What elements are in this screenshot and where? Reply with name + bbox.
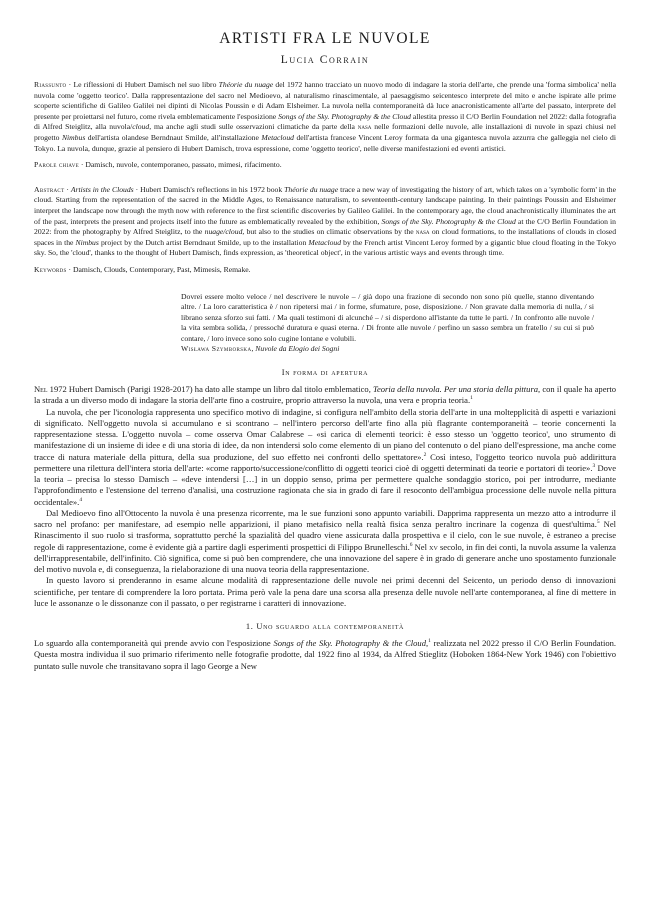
footnote-ref[interactable]: 1 (428, 638, 431, 645)
parole-chiave-label: Parole chiave (34, 160, 79, 170)
article-title: ARTISTI FRA LE NUVOLE (219, 30, 431, 47)
keywords-line: Keywords · Damisch, Clouds, Contemporary, Past, Mimesis, Remake. (34, 264, 251, 274)
body-paragraph: La nuvola, che per l'iconologia rappresenta uno specifico motivo di indagine, si configura nell'ambito della storia dell'arte in una moltepplicità di aspetti e variazioni di significato. Nell'oggetto nuvola si accumulano e si scontrano – nell'intero percorso dell'arte fino alla più flagrante contemporaneità – teorie concernenti la rappresentazione stessa. L'oggetto nuvola – come osserva Omar Calabrese – «si carica di elementi teorici: è esso stesso un 'oggetto teorico', uno strumento di manifestazione di un insieme di idee e di una storia di idee, da non intendersi solo come elemento di un piano del contenuto o del piano dell'espressione, ma anche come tracce di natura materiale della pittura, della sua produzione, del suo effetto nei confronti dello spettatore».$^2$ Così inteso, l'oggetto teorico nuvola può addirittura permettere una rilettura dell'intera storia dell'arte: «come rapporto/successione/conflitto di oggetti teorici cioè di oggetti determinati da teorie e portatori di teorie».$^3$ Dove la teoria – precisa lo stesso Damisch – «deve intendersi […] in un doppio senso, prima per permettere qualche sondaggio storico, poi per introdurre, mediante l'approfondimento e l'estensione del terreno d'analisi, una costruzione ragionata che sia in grado di fare il resoconto dell'ambigua processione delle nuvole nella pittura occidentale».$^4$ (34, 406, 617, 507)
epigraph-text: Dovrei essere molto veloce / nel descrivere le nuvole – / già dopo una frazione di secondo non sono più quelle, stanno diventando altre. / La loro caratteristica è / non ripetersi mai / in forme, sfumature, pose, disposizione. / Non gravate dalla memoria di nulla, / si librano senza sforzo sui fatti. / Ma quali testimoni di alcunché – / si disperdono all'istante da tutte le parti. / In confronto alle nuvole / la vita sembra solida, / pressoché duratura e quasi eterna. / Di fronte alle nuvole / perfino un sasso sembra un fratello / su cui si può contare, / loro invece sono solo cugine lontane e volubili. (181, 291, 594, 343)
body-paragraph: Lo sguardo alla contemporaneità qui prende avvio con l'esposizione Songs of the Sky. Photography & the Cloud,$^1$ realizzata nel 2022 presso il C/O Berlin Foundation. Questa mostra individua il suo primario riferimento nelle fotografie prodotte, dal 1922 fino al 1934, da Alfred Stieglitz (Hoboken 1864-New York 1946) con l'obiettivo puntato sulle nuvole che transitavano sopra il lago George a New (34, 638, 617, 671)
footnote-ref[interactable]: 5 (596, 519, 600, 526)
body-text-section-1 (34, 638, 616, 672)
footnote-ref[interactable]: 4 (79, 496, 83, 503)
section-heading-contemporaneita: 1. Uno sguardo alla contemporaneità (245, 622, 405, 632)
abstract-label: Abstract (34, 184, 65, 194)
footnote-ref[interactable]: 3 (592, 462, 596, 469)
riassunto-label: Riassunto (34, 80, 67, 89)
body-paragraph: Dal Medioevo fino all'Ottocento la nuvola è una presenza ricorrente, ma le sue funzioni sono appunto variabili. Dapprima rappresenta un mezzo atto a introdurre il sacro nel profano: per manifestare, ad esempio nelle apparizioni, il piano metafisico nella realtà fisica senza peraltro incrinare la cogenza di quest'ultima.$^5$ Nel Rinascimento il suo ruolo si trasforma, soprattutto perché la spazialità del quadro viene assicurata dalla prospettiva e il cielo, con le sue nuvole, è estraneo a precise regole di rappresentazione, come è evidente già a partire dagli esperimenti prospettici di Filippo Brunelleschi.$^6$ Nel xv secolo, in fin dei conti, la nuvola assume la valenza dell'irrappresentabile, dell'infinito. Ciò significa, come si può ben comprendere, che una innovazione del sapere è in grado di generare anche uno spostamento funzionale del motivo nuvola e, di conseguenza, la rielaborazione di una nuova teoria della rappresentazione. (34, 507, 616, 575)
riassunto-paragraph: Riassunto · Le riflessioni di Hubert Damisch nel suo libro Théorie du nuage del 1972 hanno tracciato un nuovo modo di indagare la storia dell'arte, che prende una 'forma simbolica' nella nuvola come 'oggetto teorico'. Dalla rappresentazione del sacro nel Medioevo, al naturalismo rinascimentale, al paesaggismo seicentesco interprete del mito e anche ispirate alle prime scoperte scientifiche di Galileo Galilei nei dipinti di Nicolas Poussin e di Adam Elsheimer. La nuvola nella contemporaneità dà luce anacronisticamente all'arte del passato, interprete del presente per proiettarsi nel futuro, come rivela emblematicamente l'esposizione Songs of the Sky. Photography & the Cloud allestita presso il C/O Berlin Foundation nel 2022: dalla fotografia di Alfred Steiglitz, alla nuvola/cloud, ma anche agli studi sulle osservazioni climatiche da parte della nasa nelle formazioni delle nuvole, alle installazioni di nuvole in spazi chiusi nel progetto Nimbus dell'artista olandese Berndnaut Smilde, all'installazione Metacloud dell'artista francese Vincent Leroy formata da una gigantesca nuvola azzurra che galleggia nel cielo di Tokyo. La nuvola, dunque, grazie al pensiero di Hubert Damisch, trova espressione, come 'oggetto teorico', nelle diverse manifestazioni ed eventi artistici. (34, 80, 616, 153)
body-paragraph: In questo lavoro si prenderanno in esame alcune modalità di rappresentazione delle nuvole nei primi decenni del Seicento, un periodo denso di innovazioni scientifiche, per tentare di comprendere la loro portata. Prima però vale la pena dare una scorsa alla presenza delle nuvole nell'arte contemporanea, al fine di mettere in luce le assonanze o le dissonanze con il passato, o per registrarne i caratteri di innovazione. (34, 575, 616, 608)
footnote-ref[interactable]: 1 (470, 395, 473, 402)
keywords-label: Keywords (34, 264, 67, 274)
article-author: Lucia Corrain (280, 54, 370, 66)
section-heading-apertura: In forma di apertura (281, 368, 369, 378)
parole-chiave-line: Parole chiave · Damisch, nuvole, contemporaneo, passato, mimesi, rifacimento. (34, 160, 282, 170)
abstract-paragraph: Abstract · Artists in the Clouds · Hubert Damisch's reflections in his 1972 book Théorie du nuage trace a new way of investigating the history of art, which takes on a 'symbolic form' in the cloud. Starting from the representation of the sacred in the Middle Ages, to Renaissance naturalism, to seventeenth-century landscape painting. In their paintings Poussin and Elsheimer interpret the landscape now through the myth now with reference to the first scientific discoveries by Galileo Galilei. In the contemporary age, the cloud anachronistically illuminates the art of the past, interprets the present and projects itself into the future as emblematically revealed by the exhibition, Songs of the Sky. Photography & the Cloud at the C/O Berlin Foundation in 2022: from the photography by Alfred Steiglitz, to the nuage/cloud, but also to the studies on climatic observations by the nasa on cloud formations, to the installations of clouds in closed spaces in the Nimbus project by the Dutch artist Berndnaut Smilde, up to the installation Metacloud by the French artist Vincent Leroy formed by a gigantic blue cloud floating in the Tokyo sky. So, the 'cloud', thanks to the thought of Hubert Damisch, finds expression, as 'theoretical object', in the various artistic ways and events through time. (34, 184, 617, 258)
footnote-ref[interactable]: 6 (409, 541, 413, 548)
footnote-ref[interactable]: 2 (423, 451, 427, 458)
body-paragraph: Nel 1972 Hubert Damisch (Parigi 1928-2017) ha dato alle stampe un libro dal titolo emblematico, Teoria della nuvola. Per una storia della pittura, con il quale ha aperto la strada a un diverso modo di indagare la storia dell'arte fino a costruire, proprio attraverso la nuvola, una vera e propria teoria.$^1$ (34, 384, 616, 406)
epigraph-work: Nuvole da Elogio dei Sogni (255, 344, 340, 354)
epigraph-author: Wisława Szymborska (181, 344, 252, 354)
body-text (34, 384, 616, 609)
epigraph-source: Wisława Szymborska, Nuvole da Elogio dei Sogni (181, 344, 340, 354)
